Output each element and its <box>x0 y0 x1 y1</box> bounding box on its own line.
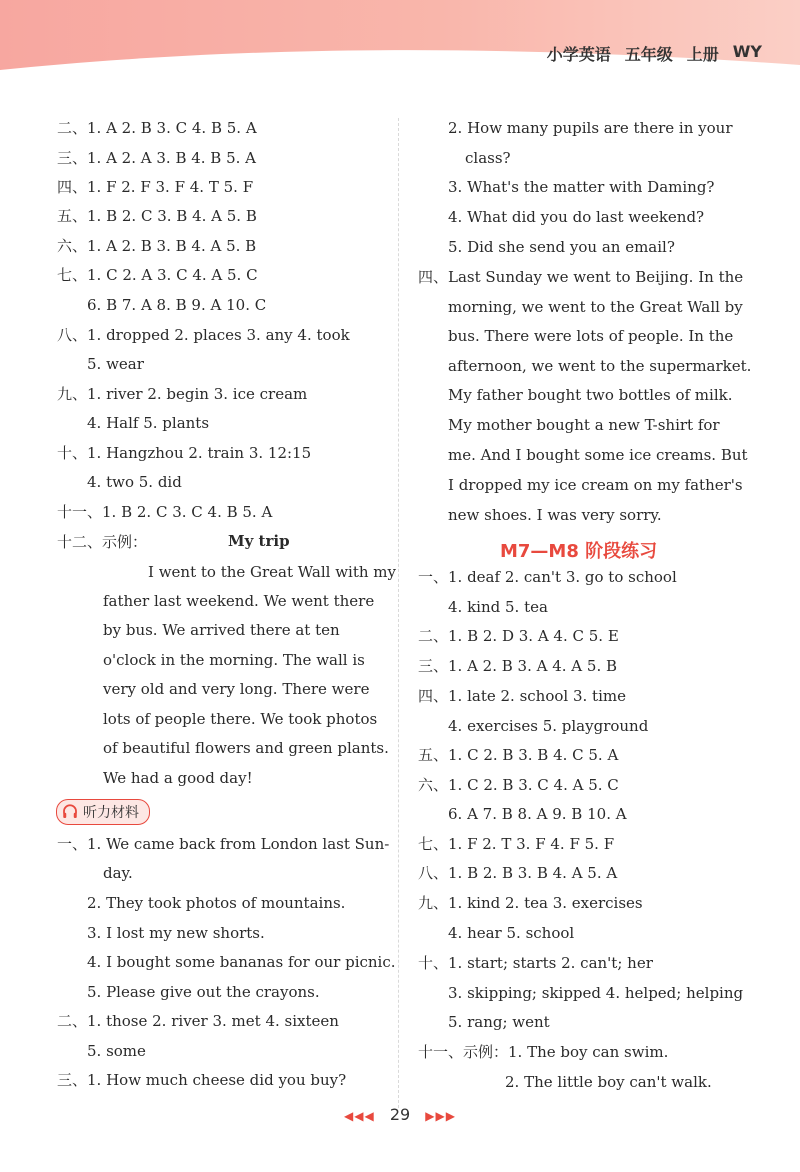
answer-line: father last weekend. We went there <box>103 592 375 610</box>
answer-line: 4. hear 5. school <box>448 924 575 942</box>
header-meta <box>547 42 762 65</box>
answer-line: 二、1. those 2. river 3. met 4. sixteen <box>57 1012 339 1030</box>
answer-line: very old and very long. There were <box>103 680 370 698</box>
page-footer <box>0 1105 800 1124</box>
answer-line: 四、1. F 2. F 3. F 4. T 5. F <box>57 178 254 196</box>
answer-line: morning, we went to the Great Wall by <box>448 298 743 316</box>
listening-label: 听力材料 <box>83 805 139 821</box>
answer-line: 四、Last Sunday we went to Beijing. In the <box>418 268 744 286</box>
answer-line: bus. There were lots of people. In the <box>448 327 734 345</box>
answer-line: 5. Did she send you an email? <box>448 238 675 256</box>
answer-line: 八、1. B 2. B 3. B 4. A 5. A <box>418 864 618 882</box>
answer-line: 5. some <box>87 1042 146 1060</box>
answer-line: 九、1. kind 2. tea 3. exercises <box>418 894 643 912</box>
answer-line: 3. skipping; skipped 4. helped; helping <box>448 984 744 1002</box>
answer-line: 4. Half 5. plants <box>87 414 210 432</box>
answer-line: 4. I bought some bananas for our picnic. <box>87 953 396 971</box>
answer-line: afternoon, we went to the supermarket. <box>448 357 752 375</box>
answer-line: 十、1. start; starts 2. can't; her <box>418 954 653 972</box>
answer-line: 十一、示例：1. The boy can swim. <box>418 1043 669 1061</box>
answer-line: 2. They took photos of mountains. <box>87 894 346 912</box>
essay-title: My trip <box>228 532 290 550</box>
answer-line: I dropped my ice cream on my father's <box>448 476 743 494</box>
answer-line: 2. How many pupils are there in your <box>448 119 733 137</box>
answer-line: 二、1. B 2. D 3. A 4. C 5. E <box>418 627 619 645</box>
answer-line: 六、1. C 2. B 3. C 4. A 5. C <box>418 776 619 794</box>
header-subject: 小学英语 <box>546 45 611 64</box>
answer-line: 6. A 7. B 8. A 9. B 10. A <box>448 805 627 823</box>
headphones-icon <box>61 803 79 821</box>
answer-line: day. <box>103 864 133 882</box>
answer-line: lots of people there. We took photos <box>103 710 378 728</box>
answer-line: 5. rang; went <box>448 1013 550 1031</box>
answer-line: new shoes. I was very sorry. <box>448 506 662 524</box>
answer-line: 三、1. A 2. B 3. A 4. A 5. B <box>418 657 618 675</box>
answer-line: 八、1. dropped 2. places 3. any 4. took <box>57 326 350 344</box>
answer-line: 4. What did you do last weekend? <box>448 208 705 226</box>
answer-line: 4. two 5. did <box>87 473 182 491</box>
answer-line: 3. What's the matter with Daming? <box>448 178 715 196</box>
answer-line: of beautiful flowers and green plants. <box>103 739 389 757</box>
header-grade: 五年级 <box>624 45 673 64</box>
answer-line: 3. I lost my new shorts. <box>87 924 265 942</box>
answer-line: We had a good day! <box>103 769 253 787</box>
footer-left-arrows: ◀◀◀ <box>344 1109 375 1123</box>
listening-tag <box>56 799 150 825</box>
answer-line: class? <box>465 149 511 167</box>
answer-line: 五、1. C 2. B 3. B 4. C 5. A <box>418 746 619 764</box>
answer-line: o'clock in the morning. The wall is <box>103 651 365 669</box>
answer-line: 一、1. We came back from London last Sun- <box>57 835 390 853</box>
answer-line: 十、1. Hangzhou 2. train 3. 12:15 <box>57 444 312 462</box>
answer-line: 一、1. deaf 2. can't 3. go to school <box>418 568 677 586</box>
answer-line: I went to the Great Wall with my <box>148 563 397 581</box>
answer-line: 三、1. How much cheese did you buy? <box>57 1071 347 1089</box>
answer-line: 九、1. river 2. begin 3. ice cream <box>57 385 308 403</box>
answer-line: 4. exercises 5. playground <box>448 717 649 735</box>
answer-line: 十一、1. B 2. C 3. C 4. B 5. A <box>57 503 273 521</box>
answer-line: My father bought two bottles of milk. <box>448 386 733 404</box>
answer-line: 5. wear <box>87 355 144 373</box>
answer-line: 七、1. F 2. T 3. F 4. F 5. F <box>418 835 615 853</box>
answer-line: 4. kind 5. tea <box>448 598 548 616</box>
answer-line: 2. The little boy can't walk. <box>505 1073 712 1091</box>
answer-line: 五、1. B 2. C 3. B 4. A 5. B <box>57 207 257 225</box>
column-divider <box>398 118 399 1108</box>
header-edition: WY <box>732 42 762 61</box>
answer-line: My mother bought a new T-shirt for <box>448 416 720 434</box>
answer-line: 七、1. C 2. A 3. C 4. A 5. C <box>57 266 258 284</box>
footer-right-arrows: ▶▶▶ <box>425 1109 456 1123</box>
answer-line: 六、1. A 2. B 3. B 4. A 5. B <box>57 237 257 255</box>
page-number: 29 <box>389 1105 411 1124</box>
answer-line: by bus. We arrived there at ten <box>103 621 340 639</box>
answer-line: 四、1. late 2. school 3. time <box>418 687 626 705</box>
answer-line: 6. B 7. A 8. B 9. A 10. C <box>87 296 267 314</box>
answer-line: 二、1. A 2. B 3. C 4. B 5. A <box>57 119 257 137</box>
answer-line: 5. Please give out the crayons. <box>87 983 320 1001</box>
answer-line: 三、1. A 2. A 3. B 4. B 5. A <box>57 149 257 167</box>
section-title: M7—M8 阶段练习 <box>500 541 658 562</box>
header-volume: 上册 <box>686 45 719 64</box>
answer-line: 十二、示例： <box>57 533 148 551</box>
answer-line: me. And I bought some ice creams. But <box>448 446 748 464</box>
